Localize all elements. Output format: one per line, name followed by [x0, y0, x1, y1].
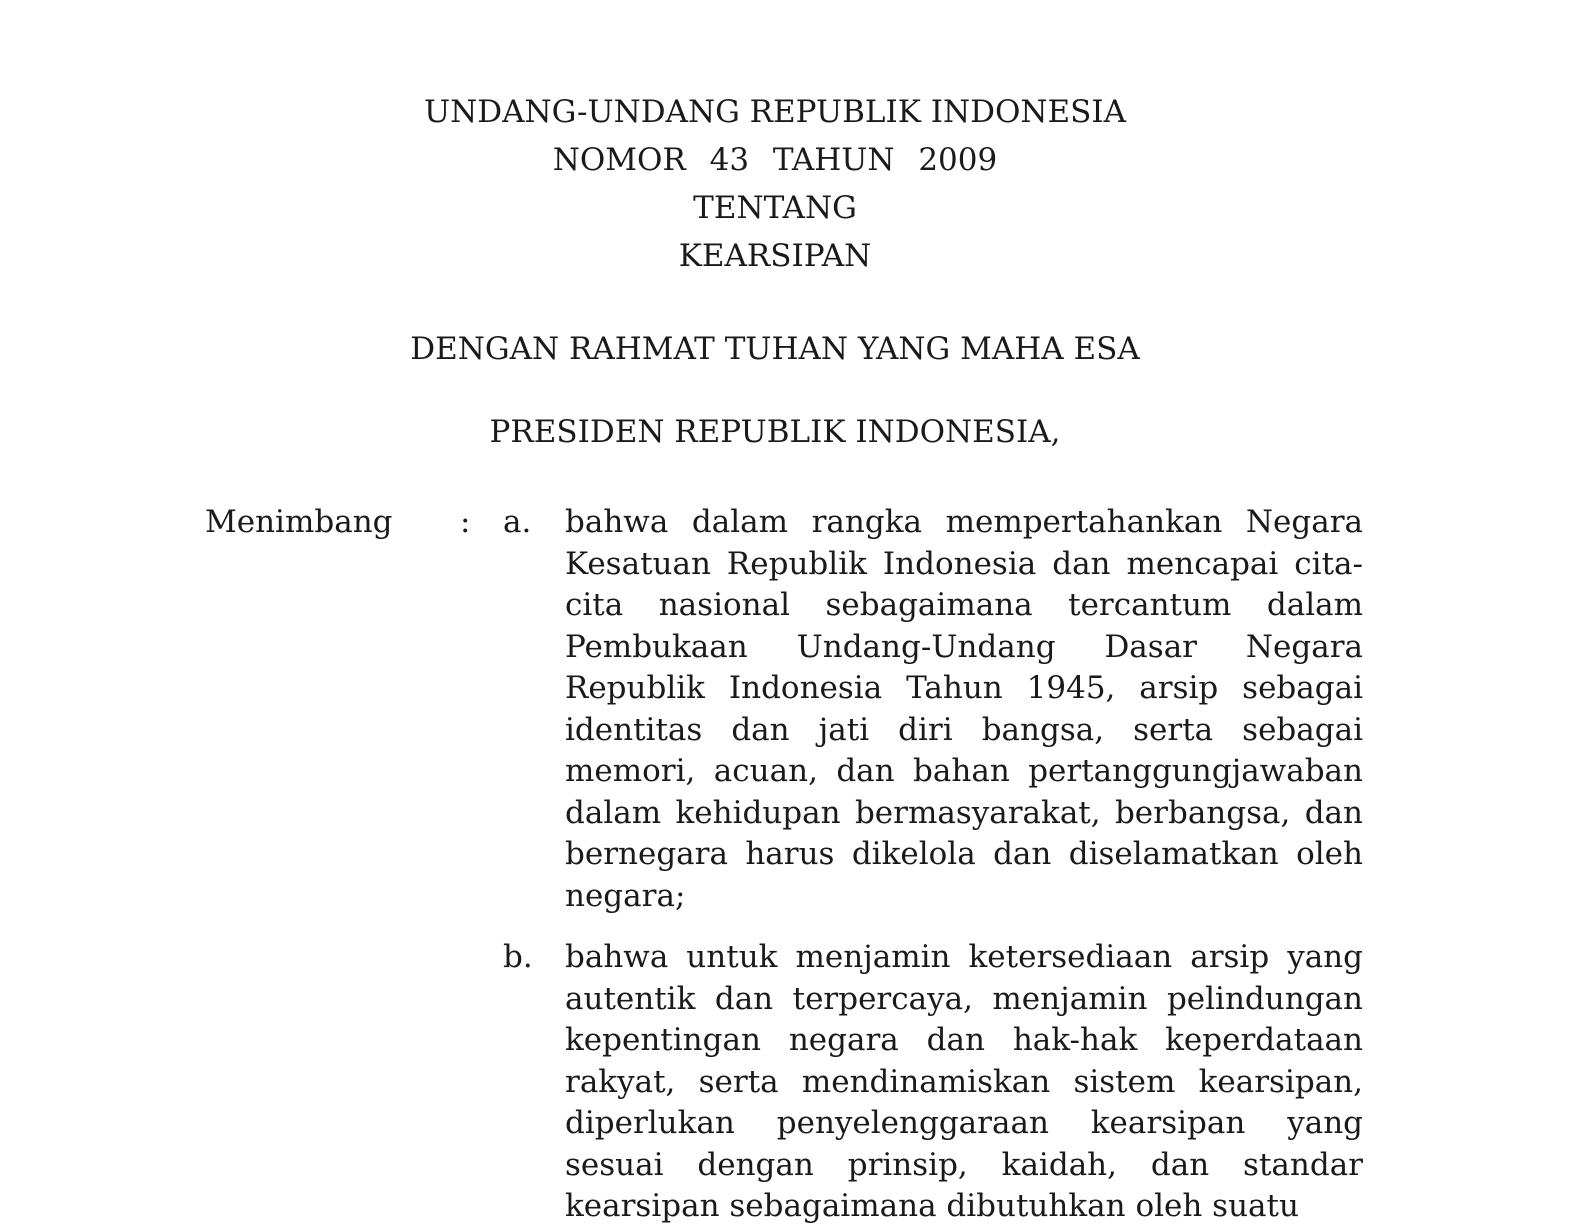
- item-b-marker: b.: [503, 939, 533, 975]
- title-line-law-name: UNDANG-UNDANG REPUBLIK INDONESIA: [424, 94, 1126, 130]
- considering-item-a: [503, 502, 1363, 917]
- invocation-line: DENGAN RAHMAT TUHAN YANG MAHA ESA: [410, 331, 1140, 367]
- title-line-subject: KEARSIPAN: [678, 238, 872, 274]
- considering-label: Menimbang: [205, 504, 393, 540]
- title-line-tentang: TENTANG: [693, 190, 857, 226]
- item-b-text: bahwa untuk menjamin ketersediaan arsip yang autentik dan terpercaya, menjamin pelindungan kepentingan negara dan hak-hak keperdataan rakyat, serta mendinamiskan sistem kearsipan, diperlukan penyelenggaraan kearsipan yang sesuai dengan prinsip, kaidah, dan standar kearsipan sebagaimana dibutuhkan oleh suatu: [565, 939, 1363, 1224]
- item-a-text: bahwa dalam rangka mempertahankan Negara Kesatuan Republik Indonesia dan mencapai cita-cita nasional sebagaimana tercantum dalam Pembukaan Undang-Undang Dasar Negara Republik Indonesia Tahun 1945, arsip sebagai identitas dan jati diri bangsa, serta sebagai memori, acuan, dan bahan pertanggungjawaban dalam kehidupan bermasyarakat, berbangsa, dan bernegara harus dikelola dan diselamatkan oleh negara;: [565, 504, 1363, 914]
- item-a-marker: a.: [503, 504, 532, 540]
- considering-items: [503, 502, 1363, 1228]
- authority-line: PRESIDEN REPUBLIK INDONESIA,: [489, 414, 1061, 450]
- title-line-number-year: NOMOR 43 TAHUN 2009: [552, 142, 998, 178]
- considering-section: [0, 502, 1550, 1228]
- considering-separator: :: [460, 504, 471, 540]
- document-title-block: [0, 0, 1550, 280]
- considering-item-b: [503, 937, 1363, 1228]
